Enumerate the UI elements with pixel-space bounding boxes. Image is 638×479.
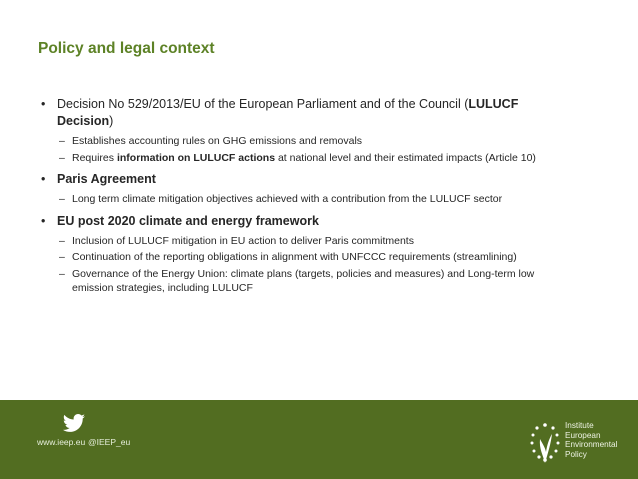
logo-line: Environmental [565,440,618,450]
dash-icon: – [59,151,65,164]
sub-bullet [40,250,540,265]
dash-icon: – [59,234,65,247]
slide-title: Policy and legal context [38,40,215,57]
bullet-text-bold: Paris Agreement [57,172,156,186]
bullet-paris-agreement [40,171,540,188]
dash-icon: – [59,193,65,205]
logo-line: Institute [565,421,594,430]
twitter-handle-link[interactable]: @IEEP_eu [88,437,131,447]
sub-bullet-text-pre: Requires [72,151,117,164]
bullet-text-pre: Decision No 529/2013/EU of the European Parliament and of the Council ( [57,97,469,111]
bullet-text-bold: LULUCF Decision [57,97,519,128]
sub-bullet [40,234,540,249]
bullet-eu-framework [40,213,540,230]
sub-bullet [40,151,540,166]
sub-bullet-text-post: at national level and their estimated impacts (Article 10) [275,151,536,164]
bullet-text-post: ) [109,114,114,128]
sub-bullet-text: Continuation of the reporting obligations in alignment with UNFCCC requirements (streamlining) [72,251,517,263]
bullet-dot-icon: • [41,213,46,228]
twitter-bird-icon[interactable] [62,414,86,434]
sub-bullet-text: Long term climate mitigation objectives achieved with a contribution from the LULUCF sector [72,193,503,205]
ieep-logo-text [565,421,617,460]
dash-icon: – [59,135,65,147]
bullet-decision [40,96,540,130]
ieep-logo-icon [527,419,563,469]
sub-bullet-text: Establishes accounting rules on GHG emissions and removals [72,135,363,147]
bullet-dot-icon: • [41,172,46,186]
sub-bullet [40,267,540,296]
sub-bullet-text: Governance of the Energy Union: climate plans (targets, policies and measures) and Long-term low emission strategies, including LULUCF [72,267,535,294]
sub-bullet [40,134,540,149]
sub-bullet-text-bold: information on LULUCF actions [116,151,276,164]
website-link[interactable]: www.ieep.eu [37,437,86,447]
sub-bullet-text: Inclusion of LULUCF mitigation in EU action to deliver Paris commitments [72,234,414,247]
bullet-dot-icon: • [41,97,46,111]
bullet-text-bold: EU post 2020 climate and energy framework [57,213,319,228]
bullet-list [40,96,540,298]
logo-line: European [565,430,601,440]
dash-icon: – [59,251,65,263]
logo-line: Policy [565,450,587,460]
dash-icon: – [59,267,65,280]
sub-bullet [40,192,540,207]
